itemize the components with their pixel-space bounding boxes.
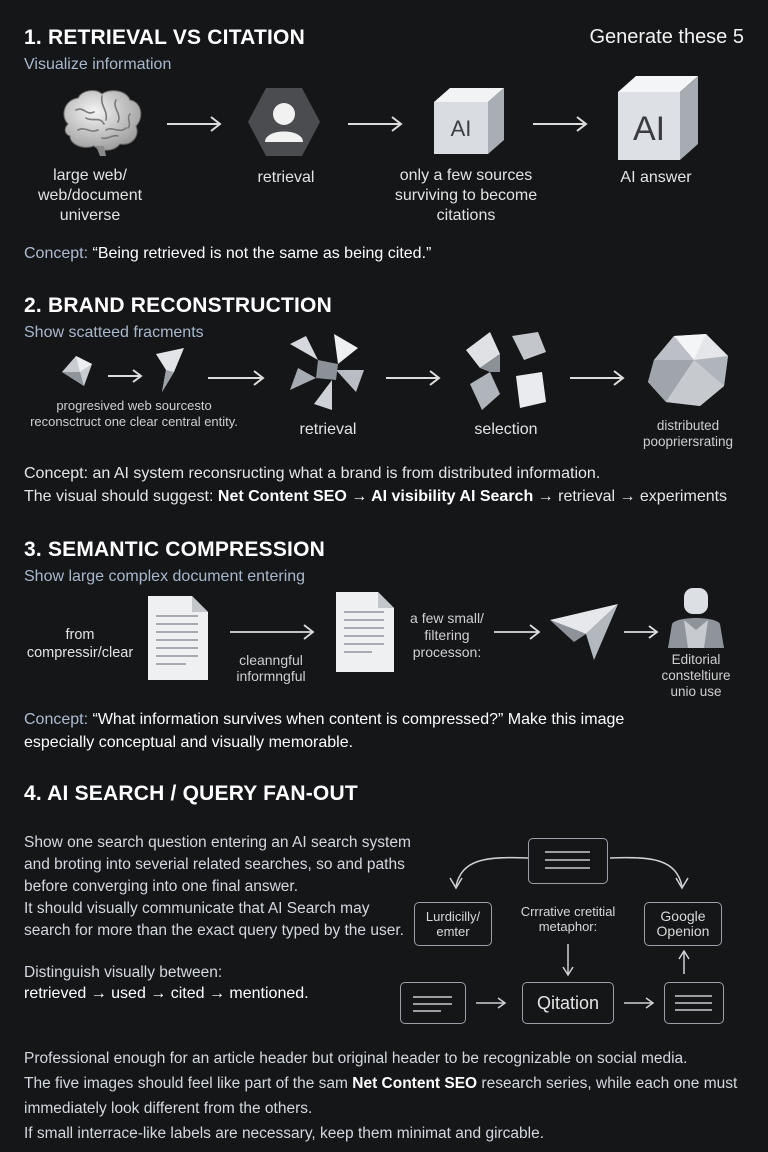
sources-label: only a few sources surviving to become citations (394, 167, 538, 224)
answer-doc-box (664, 982, 724, 1024)
distributed-label: distributed poopriersrating (642, 418, 734, 449)
top-right-heading: Generate these 5 (589, 26, 744, 48)
arrow-icon (384, 368, 444, 388)
text-lines-icon (529, 839, 606, 882)
fan-out-right-arrow-icon (604, 846, 694, 896)
arrow-icon (106, 366, 146, 386)
arrow-icon (622, 622, 662, 642)
arrow-icon (622, 994, 658, 1012)
footer-text: Professional enough for an article header but original header to be recognizable on social media. The five images should feel like part of the sam Net Content SEO research series, while each one must immediately look different from the others. If small interrace-like labels are necessary, keep them minimat and gircable. (24, 1050, 738, 1142)
fan-out-left-arrow-icon (444, 846, 534, 896)
section-3-title: 3. SEMANTIC COMPRESSION (24, 538, 325, 561)
text-lines-icon (665, 983, 722, 1022)
section-3-concept: Concept: “What information survives when content is compressed?” Make this image especially conceptual and visually memorable. (24, 711, 625, 751)
ai-answer-cube-icon: AI (614, 74, 700, 162)
editorial-label: Editorial consteltiure unio use (661, 652, 731, 699)
fragment-icon (58, 350, 100, 392)
document-icon-2 (334, 590, 396, 674)
retrieval-burst-icon (284, 330, 370, 414)
from-label: from compressir/clear (26, 627, 134, 661)
qitation-box: Qitation (522, 982, 614, 1024)
query-box (528, 838, 608, 884)
arrow-icon (531, 114, 591, 134)
arrow-icon (165, 114, 225, 134)
arrow-icon (568, 368, 628, 388)
arrow-icon (346, 114, 406, 134)
filtering-label: a few small/ filtering processon: (410, 610, 484, 660)
ai-cube-icon: AI (430, 86, 510, 156)
polyhedron-entity-icon (644, 330, 732, 410)
shard-icon (150, 346, 190, 396)
retrieval-label-2: retrieval (299, 421, 357, 438)
selection-label: selection (474, 421, 538, 438)
retrieval-label: retrieval (257, 169, 315, 186)
section-4-paragraph: Show one search question entering an AI search system and broting into severial related searches, so and paths before converging into one final answer. It should visually communicate that AI Search may search for more than the exact query typed by the user. (24, 834, 411, 939)
section-2-subtitle: Show scatteed fracments (24, 324, 204, 341)
brain-icon (56, 86, 146, 158)
universe-label: large web/ web/document universe (37, 167, 143, 224)
arrow-icon (206, 368, 268, 388)
section-1-title: 1. RETRIEVAL VS CITATION (24, 26, 305, 49)
selection-fragments-icon (460, 328, 552, 414)
person-hexagon-icon (246, 84, 322, 160)
left-query-box: Lurdicilly/ emter (414, 902, 492, 946)
up-arrow-icon (676, 948, 692, 976)
arrow-icon (228, 622, 318, 642)
sources-fragment-label: progresived web sourcesto reconsctruct one clear central entity. (30, 398, 238, 429)
meaningful-label: cleanngful informngful (236, 652, 306, 684)
ai-answer-label: AI answer (620, 169, 692, 186)
flow-text: retrieved → used → cited → mentioned. (24, 985, 309, 1002)
arrow-icon (474, 994, 510, 1012)
section-1-concept: Concept: “Being retrieved is not the same as being cited.” (24, 245, 432, 262)
distinguish-text: Distinguish visually between: (24, 964, 223, 981)
section-2-title: 2. BRAND RECONSTRUCTION (24, 294, 332, 317)
editorial-figure-icon (664, 586, 728, 650)
metaphor-text: Crrrative cretitial metaphor: (520, 904, 616, 934)
section-4-title: 4. AI SEARCH / QUERY FAN-OUT (24, 782, 358, 805)
section-1-subtitle: Visualize information (24, 56, 172, 73)
arrow-icon (492, 622, 544, 642)
right-query-box: Google Openion (644, 902, 722, 946)
section-3-subtitle: Show large complex document entering (24, 568, 306, 585)
paper-plane-icon (546, 598, 620, 664)
text-lines-icon (401, 983, 464, 1022)
retrieved-doc-box (400, 982, 466, 1024)
document-icon (146, 594, 210, 682)
section-2-concept: Concept: an AI system reconsructing what a brand is from distributed information. The visual should suggest: Net Content SEO → AI visibility AI Search → retrieval → experiments (24, 465, 728, 505)
down-arrow-icon (560, 942, 576, 978)
